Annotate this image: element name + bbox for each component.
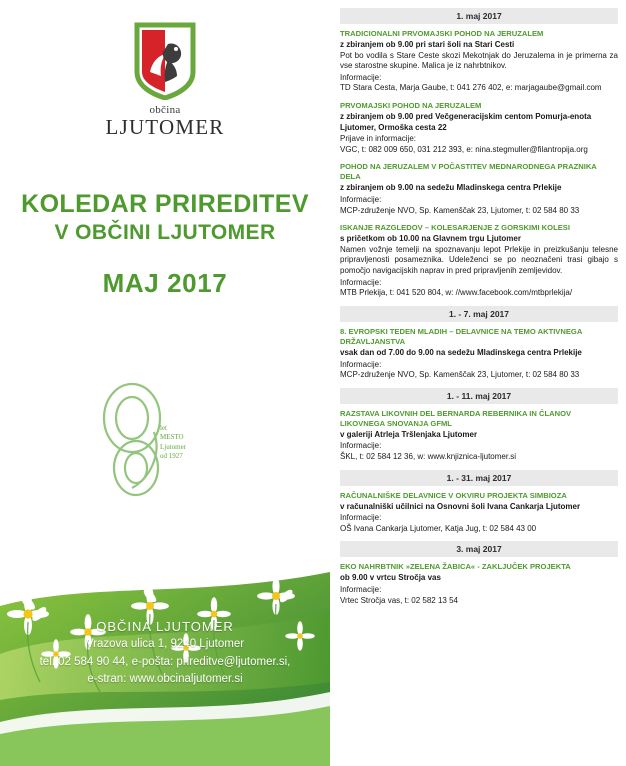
event-body: Namen vožnje temelji na spoznavanju lepot Prlekije in preizkušanju telesne pripravljenosti posameznika. Udeleženci se po neoznačeni trasi gibajo s pomočjo navigacijskih naprav in pred pripravljenih zemljevidov. xyxy=(340,244,618,276)
contact-block xyxy=(0,617,330,688)
headline-line-1: KOLEDAR PRIREDITEV xyxy=(21,190,309,218)
date-band: 1. maj 2017 xyxy=(340,8,618,24)
watermark-line-1: let xyxy=(160,424,167,432)
event-info-label: Informacije: xyxy=(340,584,382,594)
event-title: PRVOMAJSKI POHOD NA JERUZALEM xyxy=(340,101,482,111)
event-info: MTB Prlekija, t: 041 520 804, w: //www.facebook.com/mtbprlekija/ xyxy=(340,288,573,298)
event-item xyxy=(340,101,618,155)
contact-address: Vrazova ulica 1, 9240 Ljutomer xyxy=(85,638,245,651)
municipality-logo xyxy=(0,22,330,140)
headline-line-3: MAJ 2017 xyxy=(102,267,228,298)
event-title: ISKANJE RAZGLEDOV – KOLESARJENJE Z GORSKIMI KOLESI xyxy=(340,223,570,233)
event-item xyxy=(340,562,618,606)
watermark-line-3: Ljutomer xyxy=(160,442,187,451)
event-info: Vrtec Stročja vas, t: 02 582 13 54 xyxy=(340,595,458,605)
event-info-label: Informacije: xyxy=(340,277,382,287)
event-title: RAZSTAVA LIKOVNIH DEL BERNARDA REBERNIKA IN ČLANOV LIKOVNEGA SNOVANJA GFML xyxy=(340,408,572,428)
event-title: EKO NAHRBTNIK »ZELENA ŽABICA« - ZAKLJUČEK PROJEKTA xyxy=(340,562,571,572)
event-title: RAČUNALNIŠKE DELAVNICE V OKVIRU PROJEKTA SIMBIOZA xyxy=(340,490,567,500)
event-info: MCP-združenje NVO, Sp. Kamenščak 23, Ljutomer, t: 02 584 80 33 xyxy=(340,370,580,380)
event-subtitle: z zbiranjem ob 9.00 pri stari šoli na Stari Cesti xyxy=(340,40,515,50)
watermark-text xyxy=(160,424,186,462)
date-band: 3. maj 2017 xyxy=(340,541,618,557)
event-title: TRADICIONALNI PRVOMAJSKI POHOD NA JERUZALEM xyxy=(340,29,544,38)
event-item xyxy=(340,327,618,381)
date-band: 1. - 31. maj 2017 xyxy=(340,470,618,486)
event-subtitle: z zbiranjem ob 9.00 na sedežu Mladinskega centra Prlekije xyxy=(340,183,562,193)
event-info-label: Informacije: xyxy=(340,72,382,82)
event-info-label: Prijave in informacije: xyxy=(340,134,417,144)
event-item xyxy=(340,162,618,216)
date-band: 1. - 7. maj 2017 xyxy=(340,306,618,322)
logo-title: LJUTOMER xyxy=(105,115,225,139)
event-subtitle: z zbiranjem ob 9.00 pred Večgeneracijskim centom Pomurja-enota Ljutomer, Ormoška cesta 22 xyxy=(340,112,592,132)
poster-headline xyxy=(0,190,330,299)
coat-of-arms-icon xyxy=(134,22,196,100)
logo-subtitle: občina xyxy=(149,104,181,116)
event-info: ŠKL, t: 02 584 12 36, w: www.knjiznica-ljutomer.si xyxy=(340,451,517,461)
contact-web: e-stran: www.obcinaljutomer.si xyxy=(87,672,243,685)
event-subtitle: v galeriji Atrleja Tršlenjaka Ljutomer xyxy=(340,429,478,439)
event-item xyxy=(340,223,618,299)
watermark-line-2: MESTO xyxy=(160,433,184,442)
event-item xyxy=(340,491,618,535)
event-info-label: Informacije: xyxy=(340,441,382,451)
event-info-label: Informacije: xyxy=(340,513,382,523)
event-item xyxy=(340,29,618,94)
contact-phone-email: tel. 02 584 90 44, e-pošta: prireditve@ljutomer.si, xyxy=(39,655,291,668)
event-info-label: Informacije: xyxy=(340,195,382,204)
event-body: Pot bo vodila s Stare Ceste skozi Mekotnjak do Jeruzalema in je primerna za vse starostne skupine. Malica je iz nahrbtnikov. xyxy=(340,50,618,71)
headline-line-2: V OBČINI LJUTOMER xyxy=(54,220,276,244)
event-info: TD Stara Cesta, Marja Gaube, t: 041 276 402, e: marjagaube@gmail.com xyxy=(340,83,602,93)
event-subtitle: s pričetkom ob 10.00 na Glavnem trgu Ljutomer xyxy=(340,234,521,244)
watermark-line-4: od 1927 xyxy=(160,452,183,461)
event-info: VGC, t: 082 009 650, 031 212 393, e: nina.stegmuller@filantropija.org xyxy=(340,144,588,154)
date-band: 1. - 11. maj 2017 xyxy=(340,388,618,404)
event-info: MCP-združenje NVO, Sp. Kamenščak 23, Ljutomer, t: 02 584 80 33 xyxy=(340,205,580,215)
event-subtitle: v računalniški učilnici na Osnovni šoli Ivana Cankarja Ljutomer xyxy=(340,501,581,511)
event-subtitle: vsak dan od 7.00 do 9.00 na sedežu Mladinskega centra Prlekije xyxy=(340,347,582,357)
event-item xyxy=(340,409,618,463)
event-title: 8. EVROPSKI TEDEN MLADIH – DELAVNICE NA TEMO AKTIVNEGA DRŽAVLJANSTVA xyxy=(340,326,583,346)
contact-org: OBČINA LJUTOMER xyxy=(96,618,234,634)
event-title: POHOD NA JERUZALEM V POČASTITEV MEDNARODNEGA PRAZNIKA DELA xyxy=(340,162,597,182)
events-list-panel xyxy=(330,0,626,766)
event-info: OŠ Ivana Cankarja Ljutomer, Katja Jug, t: 02 584 43 00 xyxy=(340,523,537,533)
event-info-label: Informacije: xyxy=(340,359,382,369)
event-subtitle: ob 9.00 v vrtcu Stročja vas xyxy=(340,573,441,583)
